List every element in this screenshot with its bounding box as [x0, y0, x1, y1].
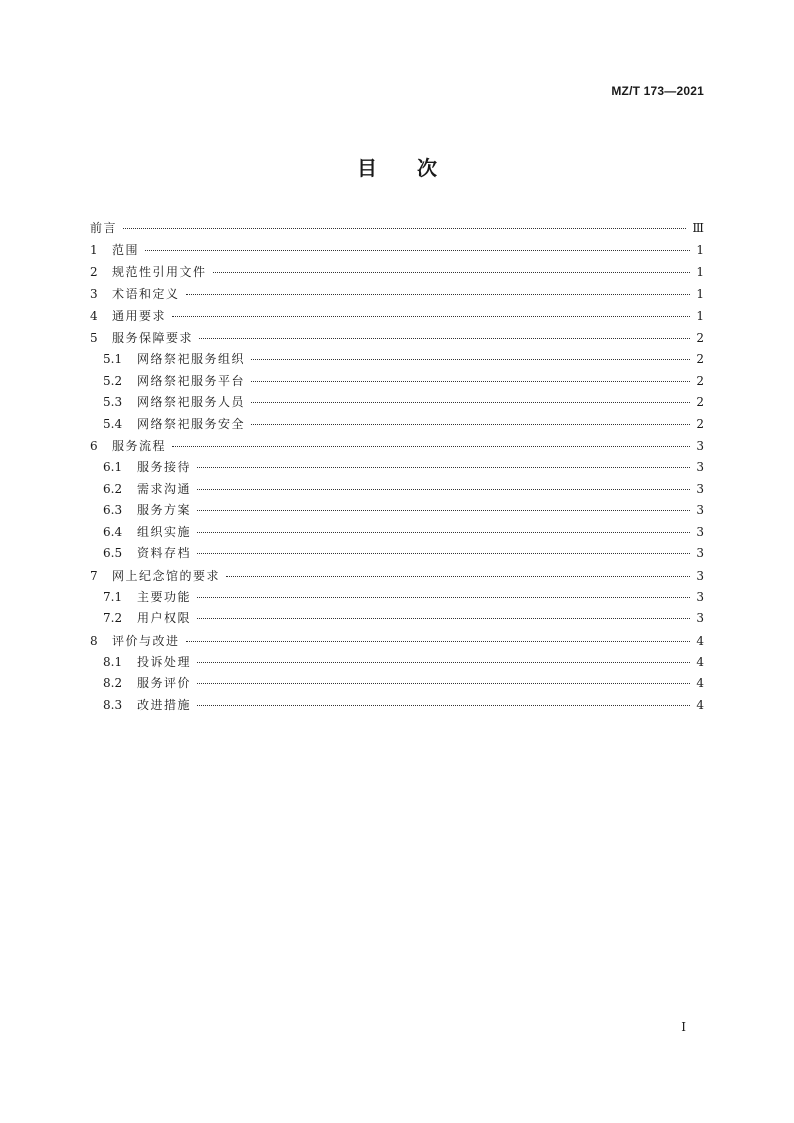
toc-entry[interactable]	[90, 435, 704, 457]
toc-entry[interactable]	[90, 565, 704, 587]
toc-entry-title: 范围	[112, 243, 140, 257]
toc-entry-page: 4	[696, 633, 704, 648]
toc-dot-leader	[199, 338, 690, 339]
toc-entry[interactable]	[90, 500, 704, 522]
toc-entry-title: 评价与改进	[112, 633, 180, 648]
toc-entry-page: 3	[696, 481, 704, 496]
toc-entry-title: 服务保障要求	[112, 331, 194, 345]
toc-entry-title: 网络祭祀服务人员	[137, 395, 246, 409]
toc-dot-leader	[145, 250, 690, 251]
toc-entry-page: 2	[696, 373, 704, 388]
toc-entry-page: 1	[696, 243, 704, 257]
toc-entry-page: 2	[696, 352, 704, 366]
toc-entry[interactable]	[90, 392, 704, 414]
toc-entry-page: 4	[696, 697, 704, 712]
toc-entry-page: 2	[696, 395, 704, 409]
toc-entry-number: 6.5	[103, 546, 123, 560]
toc-entry[interactable]	[90, 587, 704, 609]
toc-entry-title: 服务接待	[137, 460, 192, 474]
toc-dot-leader	[172, 316, 690, 317]
toc-dot-leader	[251, 402, 690, 403]
toc-dot-leader	[197, 705, 690, 706]
toc-entry[interactable]	[90, 283, 704, 305]
toc-entry-page: 4	[696, 654, 704, 669]
toc-entry-title: 需求沟通	[137, 481, 192, 496]
toc-dot-leader	[186, 641, 690, 642]
page-number: I	[681, 1020, 686, 1034]
toc-entry-number: 6.3	[103, 503, 123, 517]
toc-dot-leader	[226, 576, 690, 577]
toc-entry-number: 6.4	[103, 524, 123, 539]
toc-entry[interactable]	[90, 327, 704, 349]
toc-dot-leader	[197, 510, 690, 511]
toc-entry-title: 规范性引用文件	[112, 265, 207, 279]
toc-entry-number: 5.1	[103, 352, 123, 366]
toc-entry-page: 1	[696, 309, 704, 323]
toc-entry-title: 术语和定义	[112, 287, 180, 301]
toc-entry-title: 用户权限	[137, 611, 192, 625]
toc-entry-title: 前言	[90, 221, 118, 235]
toc-entry[interactable]	[90, 239, 704, 261]
toc-entry[interactable]	[90, 543, 704, 565]
toc-entry-title: 服务方案	[137, 503, 192, 517]
toc-entry-number: 6.1	[103, 460, 123, 474]
toc-dot-leader	[123, 228, 686, 229]
toc-entry[interactable]	[90, 695, 704, 717]
toc-entry-title: 网络祭祀服务组织	[137, 352, 246, 366]
toc-entry[interactable]	[90, 217, 704, 239]
toc-dot-leader	[213, 272, 690, 273]
toc-entry-number: 7.1	[103, 589, 123, 604]
toc-entry-number: 8.1	[103, 654, 123, 669]
toc-entry-number: 3	[90, 287, 98, 301]
standard-code: MZ/T 173—2021	[611, 84, 704, 98]
toc-entry-page: 3	[696, 611, 704, 625]
toc-entry-number: 5.2	[103, 373, 123, 388]
toc-entry-page: 3	[696, 568, 704, 583]
toc-entry-page: 3	[696, 460, 704, 474]
toc-entry-page: 1	[696, 265, 704, 279]
toc-entry-title: 组织实施	[137, 524, 192, 539]
toc-entry-title: 通用要求	[112, 309, 167, 323]
toc-dot-leader	[197, 683, 690, 684]
toc-dot-leader	[197, 489, 690, 490]
toc-entry-title: 网上纪念馆的要求	[112, 568, 221, 583]
toc-entry-page: 3	[696, 589, 704, 604]
toc-entry-number: 5	[90, 331, 98, 345]
toc-dot-leader	[197, 618, 690, 619]
toc-entry[interactable]	[90, 457, 704, 479]
toc-entry-number: 5.3	[103, 395, 123, 409]
toc-entry-title: 服务流程	[112, 439, 167, 453]
toc-entry[interactable]	[90, 414, 704, 436]
toc-dot-leader	[197, 662, 690, 663]
toc-entry-page: 2	[696, 331, 704, 345]
toc-entry-number: 4	[90, 309, 98, 323]
toc-entry-title: 改进措施	[137, 697, 192, 712]
toc-entry[interactable]	[90, 479, 704, 501]
toc-entry-page: 3	[696, 546, 704, 560]
toc-entry[interactable]	[90, 371, 704, 393]
toc-dot-leader	[197, 532, 690, 533]
toc-entry-page: 1	[696, 287, 704, 301]
toc-entry-page: 3	[696, 439, 704, 453]
toc-dot-leader	[251, 381, 690, 382]
toc-dot-leader	[197, 467, 690, 468]
toc-entry-number: 7.2	[103, 611, 123, 625]
toc-entry[interactable]	[90, 608, 704, 630]
toc-entry[interactable]	[90, 349, 704, 371]
toc-entry-number: 6.2	[103, 481, 123, 496]
toc-dot-leader	[186, 294, 690, 295]
toc-entry-page: 3	[696, 503, 704, 517]
toc-entry-page: Ⅲ	[692, 221, 704, 235]
toc-entry-page: 4	[696, 676, 704, 690]
toc-entry-title: 网络祭祀服务安全	[137, 416, 246, 431]
toc-entry-number: 5.4	[103, 416, 123, 431]
toc-dot-leader	[251, 424, 690, 425]
toc-entry-title: 网络祭祀服务平台	[137, 373, 246, 388]
toc-entry[interactable]	[90, 305, 704, 327]
toc-entry[interactable]	[90, 673, 704, 695]
toc-dot-leader	[197, 597, 690, 598]
toc-entry-number: 6	[90, 439, 98, 453]
toc-dot-leader	[172, 446, 690, 447]
toc-entry-page: 3	[696, 524, 704, 539]
toc-dot-leader	[251, 359, 690, 360]
table-of-contents	[90, 217, 704, 716]
toc-entry-title: 资料存档	[137, 546, 192, 560]
toc-dot-leader	[197, 553, 690, 554]
toc-entry-number: 8.3	[103, 697, 123, 712]
toc-entry-title: 服务评价	[137, 676, 192, 690]
toc-entry-title: 主要功能	[137, 589, 192, 604]
toc-entry[interactable]	[90, 630, 704, 652]
toc-entry-number: 8.2	[103, 676, 123, 690]
toc-entry-number: 1	[90, 243, 98, 257]
toc-entry-number: 7	[90, 568, 98, 583]
toc-entry-number: 2	[90, 265, 98, 279]
toc-entry-title: 投诉处理	[137, 654, 192, 669]
toc-entry-page: 2	[696, 416, 704, 431]
page-title: 目次	[357, 156, 477, 180]
toc-entry[interactable]	[90, 261, 704, 283]
toc-entry[interactable]	[90, 652, 704, 674]
toc-entry[interactable]	[90, 522, 704, 544]
toc-entry-number: 8	[90, 633, 98, 648]
